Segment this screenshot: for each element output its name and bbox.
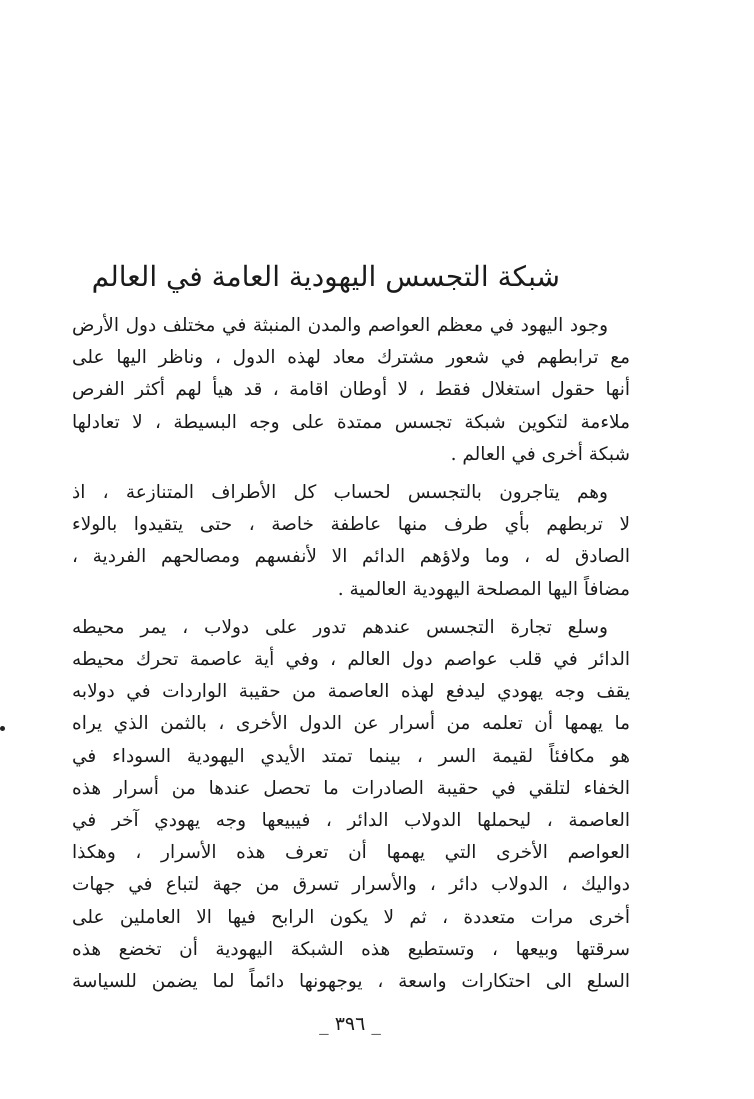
text-line: دواليك ، الدولاب دائر ، والأسرار تسرق من جهة لتباع في جهات: [72, 874, 630, 896]
text-line: العواصم الأخرى التي يهمها أن تعرف هذه الأسرار ، وهكذا: [72, 842, 630, 864]
text-line: هو مكافئاً لقيمة السر ، بينما تمتد الأيدي اليهودية السوداء في: [72, 745, 630, 767]
text-line: سرقتها وبيعها ، وتستطيع هذه الشبكة اليهودية أن تخضع هذه: [72, 938, 630, 960]
margin-ink-mark: [0, 726, 5, 731]
text-line: الدائر في قلب عواصم دول العالم ، وفي أية عاصمة تحرك محيطه: [72, 649, 630, 671]
text-line: مضافاً اليها المصلحة اليهودية العالمية .: [337, 578, 630, 600]
text-line: يقف وجه يهودي ليدفع لهذه العاصمة من حقيبة الواردات في دولابه: [72, 681, 630, 703]
text-line: لا تربطهم بأي طرف منها عاطفة خاصة ، حتى يتقيدوا بالولاء: [72, 514, 630, 536]
page-number: _ ٣٩٦ _: [319, 1013, 381, 1035]
chapter-title: شبكة التجسس اليهودية العامة في العالم: [91, 259, 560, 293]
text-line: مع ترابطهم في شعور مشترك معاد لهذه الدول ، وناظر اليها على: [72, 347, 630, 369]
text-line: أخرى مرات متعددة ، ثم لا يكون الرابح فيها الا العاملين على: [72, 906, 630, 928]
paragraph-2: [72, 477, 630, 606]
text-line: العاصمة ، ليحملها الدولاب الدائر ، فيبيعها وجه يهودي آخر في: [72, 810, 630, 832]
text-line: ملاءمة لتكوين شبكة تجسس ممتدة على وجه البسيطة ، لا تعادلها: [72, 411, 630, 433]
text-line: وجود اليهود في معظم العواصم والمدن المنبثة في مختلف دول الأرض: [72, 315, 608, 336]
text-line: شبكة أخرى في العالم .: [450, 443, 630, 465]
text-line: الخفاء لتلقي في حقيبة الصادرات ما تحصل عندها من أسرار هذه: [72, 777, 630, 799]
text-line: الصادق له ، وما ولاؤهم الدائم الا لأنفسهم ومصالحهم الفردية ،: [72, 546, 630, 568]
paragraph-1: [72, 310, 630, 471]
text-line: أنها حقول استغلال فقط ، لا أوطان اقامة ، قد هيأ لهم أكثر الفرص: [72, 379, 630, 401]
text-line: ما يهمها أن تعلمه من أسرار عن الدول الأخرى ، بالثمن الذي يراه: [72, 713, 630, 735]
text-line: وهم يتاجرون بالتجسس لحساب كل الأطراف المتنازعة ، اذ: [72, 482, 608, 504]
paragraph-3: [72, 612, 630, 998]
body-text: [72, 310, 630, 998]
text-line: السلع الى احتكارات واسعة ، يوجهونها دائماً لما يضمن للسياسة: [72, 971, 630, 993]
text-line: وسلع تجارة التجسس عندهم تدور على دولاب ، يمر محيطه: [72, 616, 608, 638]
